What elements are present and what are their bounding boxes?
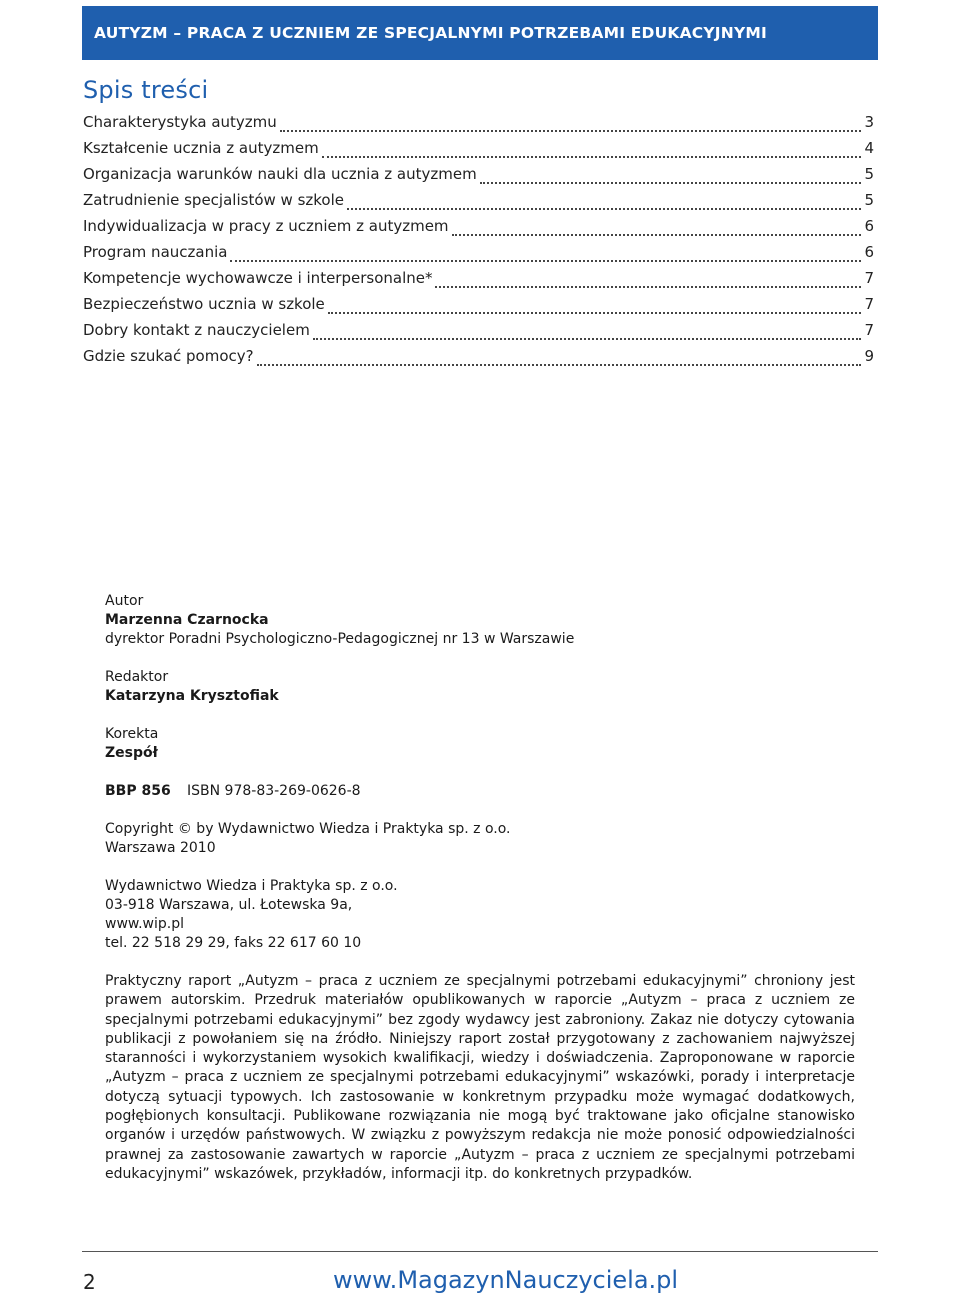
toc-item[interactable] — [83, 139, 874, 165]
toc-item-label: Kompetencje wychowawcze i interpersonalne* — [83, 269, 433, 287]
table-of-contents — [83, 113, 874, 373]
publisher-address: 03-918 Warszawa, ul. Łotewska 9a, — [105, 897, 353, 913]
toc-item-page: 3 — [864, 113, 874, 131]
toc-item[interactable] — [83, 295, 874, 321]
publisher-phone: tel. 22 518 29 29, faks 22 617 60 10 — [105, 935, 362, 951]
toc-item-page: 9 — [864, 347, 874, 365]
header-title: AUTYZM – PRACA Z UCZNIEM ZE SPECJALNYMI POTRZEBAMI EDUKACYJNYMI — [94, 24, 767, 42]
toc-item-page: 5 — [864, 191, 874, 209]
toc-item-page: 7 — [864, 295, 874, 313]
author-label: Autor — [105, 593, 144, 609]
toc-item-page: 6 — [864, 217, 874, 235]
credits-block — [105, 592, 855, 1184]
toc-leader-dots — [328, 311, 862, 314]
toc-item-page: 4 — [864, 139, 874, 157]
city-year: Warszawa 2010 — [105, 840, 216, 856]
toc-item-label: Bezpieczeństwo ucznia w szkole — [83, 295, 325, 313]
toc-item[interactable] — [83, 217, 874, 243]
publisher-website[interactable]: www.wip.pl — [105, 916, 184, 932]
toc-leader-dots — [313, 337, 862, 340]
proof-name: Zespół — [105, 745, 158, 761]
footer-divider — [82, 1251, 878, 1252]
isbn: ISBN 978-83-269-0626-8 — [187, 783, 361, 799]
toc-item-page: 6 — [864, 243, 874, 261]
toc-title: Spis treści — [83, 76, 209, 104]
editor-label: Redaktor — [105, 669, 169, 685]
toc-leader-dots — [435, 285, 861, 288]
toc-leader-dots — [322, 155, 862, 158]
toc-item-label: Charakterystyka autyzmu — [83, 113, 277, 131]
bbp-code: BBP 856 — [105, 783, 171, 799]
page-number: 2 — [83, 1270, 96, 1294]
toc-leader-dots — [257, 363, 862, 366]
toc-leader-dots — [280, 129, 862, 132]
toc-leader-dots — [347, 207, 861, 210]
toc-leader-dots — [480, 181, 862, 184]
copyright-disclaimer: Praktyczny raport „Autyzm – praca z uczniem ze specjalnymi potrzebami edukacyjnymi” chroniony jest prawem autorskim. Przedruk materiałów opublikowanych w raporcie „Autyzm – praca z uczniem ze specjalnymi potrzebami edukacyjnymi” bez zgody wydawcy jest zabroniony. Zakaz nie dotyczy cytowania publikacji z powołaniem się na źródło. Niniejszy raport został przygotowany z zachowaniem najwyższej staranności i wykorzystaniem wysokich kwalifikacji, wiedzy i doświadczenia. Zaproponowane w raporcie „Autyzm – praca z uczniem ze specjalnymi potrzebami edukacyjnymi” wskazówki, porady i interpretacje dotyczą sytuacji typowych. Ich zastosowanie w konkretnym przypadku może wymagać dodatkowych, pogłębionych konsultacji. Publikowane rozwiązania nie mogą być traktowane jako oficjalne stanowisko organów i urzędów państwowych. W związku z powyższym redakcja nie może ponosić odpowiedzialności prawnej za zastosowanie zawartych w raporcie „Autyzm – praca z uczniem ze specjalnymi potrzebami edukacyjnymi” wskazówek, przykładów, informacji itp. do konkretnych przypadków. — [105, 973, 855, 1182]
toc-item[interactable] — [83, 269, 874, 295]
footer-url-link[interactable]: www.MagazynNauczyciela.pl — [333, 1266, 679, 1294]
proof-label: Korekta — [105, 726, 159, 742]
isbn-row — [105, 782, 855, 801]
toc-item-page: 7 — [864, 269, 874, 287]
toc-item-label: Kształcenie ucznia z autyzmem — [83, 139, 319, 157]
toc-item[interactable] — [83, 347, 874, 373]
toc-item[interactable] — [83, 243, 874, 269]
publisher-name: Wydawnictwo Wiedza i Praktyka sp. z o.o. — [105, 878, 398, 894]
toc-item[interactable] — [83, 191, 874, 217]
toc-item[interactable] — [83, 113, 874, 139]
toc-item-label: Dobry kontakt z nauczycielem — [83, 321, 310, 339]
header-bar — [82, 6, 878, 60]
copyright: Copyright © by Wydawnictwo Wiedza i Praktyka sp. z o.o. — [105, 821, 511, 837]
editor-name: Katarzyna Krysztofiak — [105, 688, 279, 704]
toc-item-label: Zatrudnienie specjalistów w szkole — [83, 191, 344, 209]
toc-leader-dots — [230, 259, 861, 262]
toc-item-label: Gdzie szukać pomocy? — [83, 347, 254, 365]
author-role: dyrektor Poradni Psychologiczno-Pedagogicznej nr 13 w Warszawie — [105, 631, 575, 647]
toc-item[interactable] — [83, 165, 874, 191]
toc-leader-dots — [452, 233, 862, 236]
toc-item[interactable] — [83, 321, 874, 347]
toc-item-page: 7 — [864, 321, 874, 339]
toc-item-label: Program nauczania — [83, 243, 228, 261]
author-name: Marzenna Czarnocka — [105, 612, 269, 628]
toc-item-page: 5 — [864, 165, 874, 183]
toc-item-label: Indywidualizacja w pracy z uczniem z autyzmem — [83, 217, 449, 235]
toc-item-label: Organizacja warunków nauki dla ucznia z autyzmem — [83, 165, 477, 183]
